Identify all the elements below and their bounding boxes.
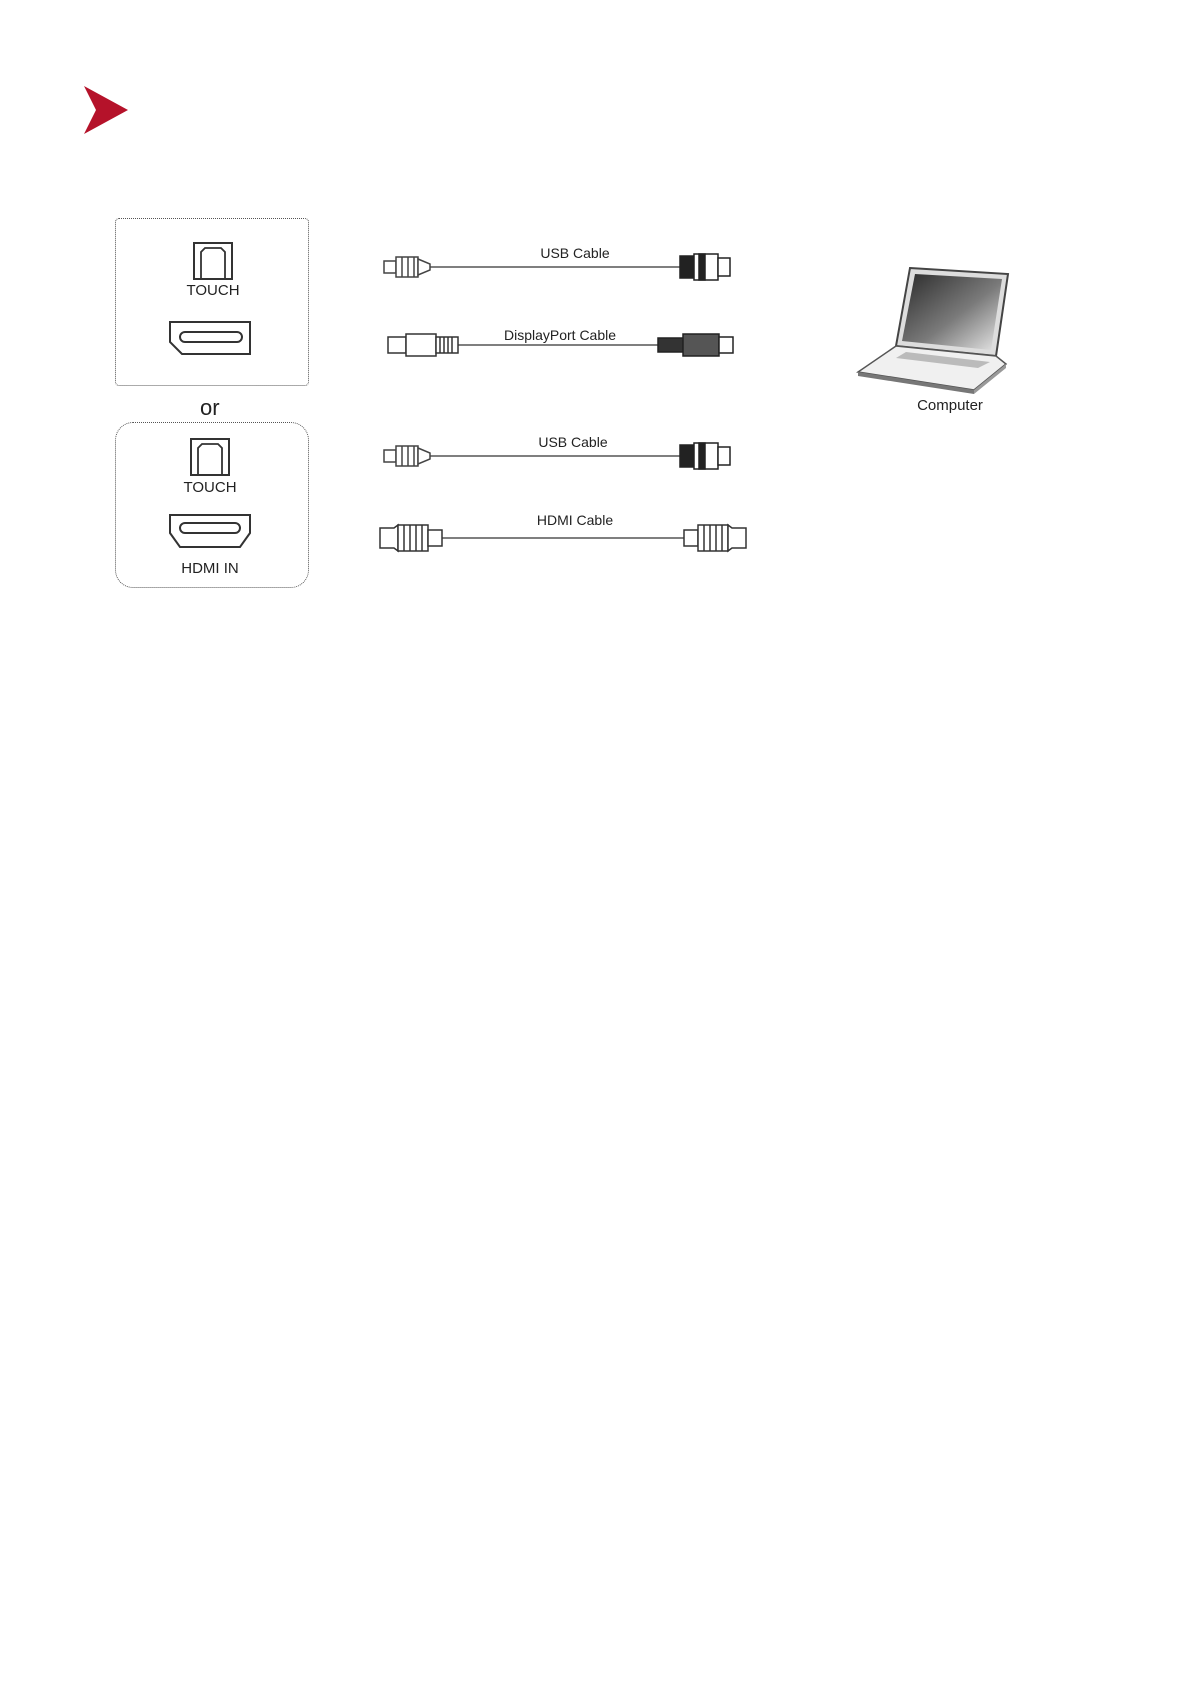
touch-port-label: TOUCH <box>183 479 237 496</box>
laptop-icon <box>858 268 1010 394</box>
cable-label-hdmi: HDMI Cable <box>536 512 614 528</box>
touch-port-label: TOUCH <box>186 282 240 299</box>
usb-b-port-icon <box>190 438 230 476</box>
brand-chevron-icon <box>84 86 128 134</box>
usb-cable-icon <box>384 441 744 471</box>
cable-label-displayport: DisplayPort Cable <box>503 327 617 343</box>
displayport-port-icon <box>168 320 252 356</box>
displayport-cable-icon <box>388 332 738 358</box>
hdmi-port-icon <box>168 513 252 549</box>
usb-b-port-icon <box>193 242 233 280</box>
usb-cable-icon <box>384 252 744 282</box>
computer-label: Computer <box>917 397 983 414</box>
cable-label-usb: USB Cable <box>538 434 608 450</box>
hdmi-cable-icon <box>380 522 746 554</box>
cable-label-usb: USB Cable <box>540 245 610 261</box>
or-separator: or <box>200 395 220 420</box>
hdmi-in-label: HDMI IN <box>181 560 239 577</box>
